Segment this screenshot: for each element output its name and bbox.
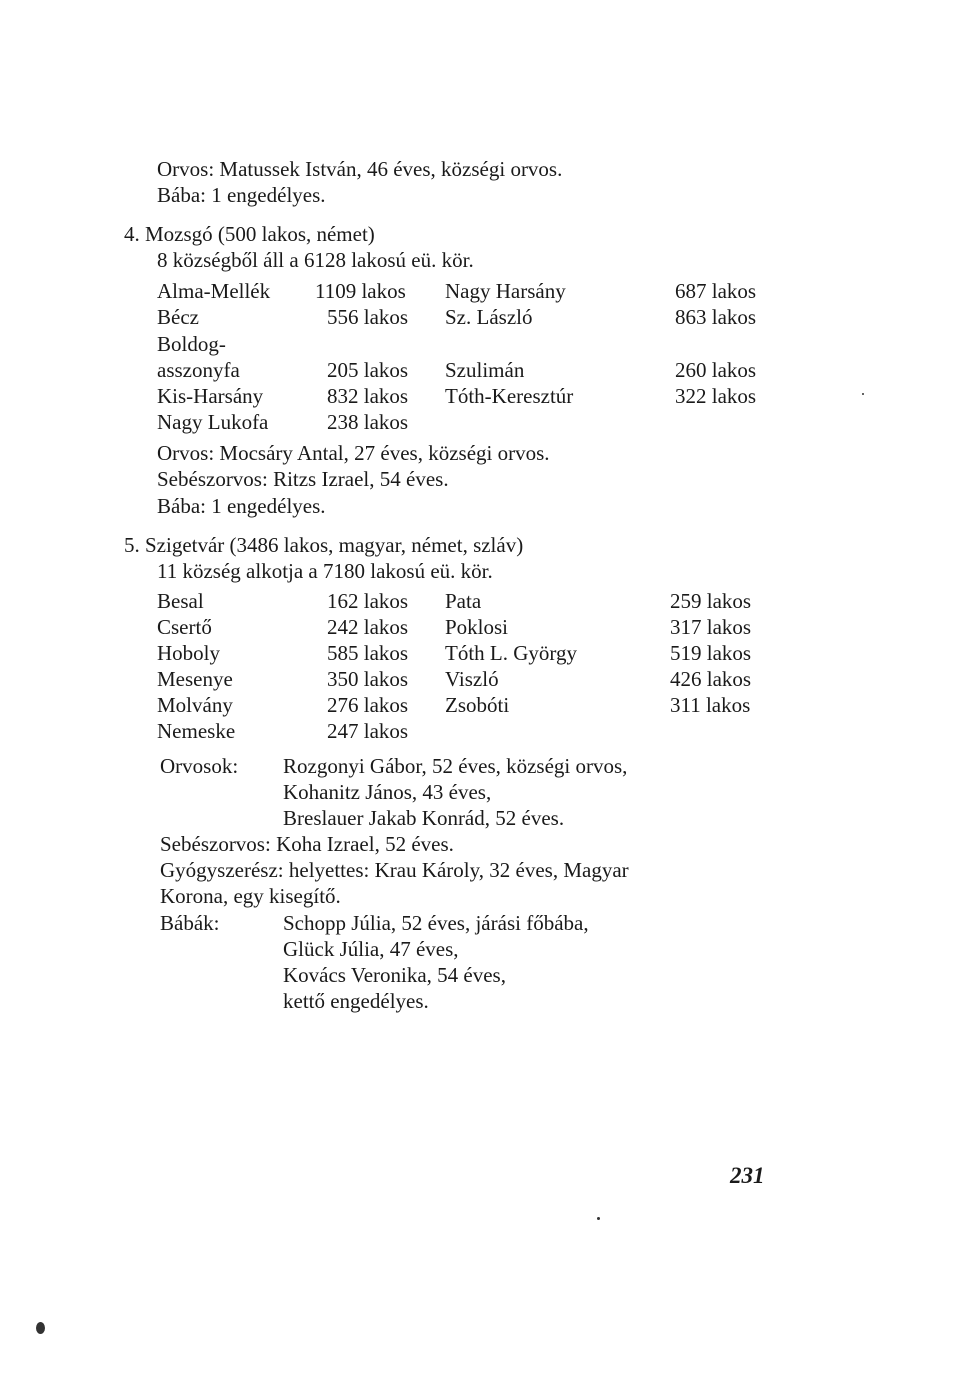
baba-entry: Kovács Veronika, 54 éves,: [283, 963, 506, 987]
village-pop: 687 lakos: [675, 279, 757, 303]
orvos-entry: Kohanitz János, 43 éves,: [283, 780, 492, 804]
village-name: Molvány: [157, 693, 233, 717]
szigetvar-heading: 5. Szigetvár (3486 lakos, magyar, német, szláv): [124, 533, 524, 557]
mozsgo-sebesz: Sebészorvos: Ritzs Izrael, 54 éves.: [157, 467, 449, 491]
village-pop: 519 lakos: [670, 641, 752, 665]
village-name: Tóth L. György: [445, 641, 578, 665]
scan-speck: [36, 1322, 45, 1334]
village-pop: 162 lakos: [327, 589, 409, 613]
village-name: Szulimán: [445, 358, 525, 382]
village-pop: 242 lakos: [327, 615, 409, 639]
village-name: Csertő: [157, 615, 212, 639]
village-name: Nemeske: [157, 719, 236, 743]
orvosok-label: Orvosok:: [160, 754, 239, 778]
village-pop: 247 lakos: [327, 719, 409, 743]
scan-speck: [597, 1217, 600, 1220]
mozsgo-baba: Bába: 1 engedélyes.: [157, 494, 326, 518]
top-orvos: Orvos: Matussek István, 46 éves, községi orvos.: [157, 157, 563, 181]
village-name: Poklosi: [445, 615, 509, 639]
gyogyszeresz-line2: Korona, egy kisegítő.: [160, 884, 341, 908]
village-pop: 1109 lakos: [315, 279, 406, 303]
village-pop: 350 lakos: [327, 667, 409, 691]
village-name: Hoboly: [157, 641, 220, 665]
babak-label: Bábák:: [160, 911, 220, 935]
mozsgo-orvos: Orvos: Mocsáry Antal, 27 éves, községi orvos.: [157, 441, 550, 465]
mozsgo-subheading: 8 községből áll a 6128 lakosú eü. kör.: [157, 248, 474, 272]
village-name: Nagy Lukofa: [157, 410, 269, 434]
village-pop: 863 lakos: [675, 305, 757, 329]
szigetvar-sebesz: Sebészorvos: Koha Izrael, 52 éves.: [160, 832, 454, 856]
village-pop: 832 lakos: [327, 384, 409, 408]
village-name: Nagy Harsány: [445, 279, 566, 303]
village-name: Pata: [445, 589, 482, 613]
village-pop: 556 lakos: [327, 305, 409, 329]
mozsgo-heading: 4. Mozsgó (500 lakos, német): [124, 222, 375, 246]
village-name: Viszló: [445, 667, 499, 691]
village-pop: 311 lakos: [670, 693, 751, 717]
village-name: Zsobóti: [445, 693, 510, 717]
village-name: Tóth-Keresztúr: [445, 384, 574, 408]
village-name: Bécz: [157, 305, 199, 329]
village-pop: 317 lakos: [670, 615, 752, 639]
village-name: Kis-Harsány: [157, 384, 264, 408]
village-name: Sz. László: [445, 305, 533, 329]
top-baba: Bába: 1 engedélyes.: [157, 183, 326, 207]
village-pop: 260 lakos: [675, 358, 757, 382]
szigetvar-subheading: 11 község alkotja a 7180 lakosú eü. kör.: [157, 559, 493, 583]
baba-entry: kettő engedélyes.: [283, 989, 429, 1013]
village-pop: 205 lakos: [327, 358, 409, 382]
village-pop: 276 lakos: [327, 693, 409, 717]
village-pop: 238 lakos: [327, 410, 409, 434]
gyogyszeresz-line1: Gyógyszerész: helyettes: Krau Károly, 32 éves, Magyar: [160, 858, 629, 882]
baba-entry: Schopp Júlia, 52 éves, járási főbába,: [283, 911, 589, 935]
scan-speck: [862, 393, 864, 395]
village-pop: 259 lakos: [670, 589, 752, 613]
village-pop: 585 lakos: [327, 641, 409, 665]
village-name: Alma-Mellék: [157, 279, 271, 303]
page-number: 231: [730, 1163, 765, 1188]
orvos-entry: Rozgonyi Gábor, 52 éves, községi orvos,: [283, 754, 628, 778]
village-name: Boldog-: [157, 332, 226, 356]
village-name: Besal: [157, 589, 204, 613]
village-name: asszonyfa: [157, 358, 240, 382]
baba-entry: Glück Júlia, 47 éves,: [283, 937, 459, 961]
orvos-entry: Breslauer Jakab Konrád, 52 éves.: [283, 806, 565, 830]
village-name: Mesenye: [157, 667, 233, 691]
village-pop: 426 lakos: [670, 667, 752, 691]
village-pop: 322 lakos: [675, 384, 757, 408]
